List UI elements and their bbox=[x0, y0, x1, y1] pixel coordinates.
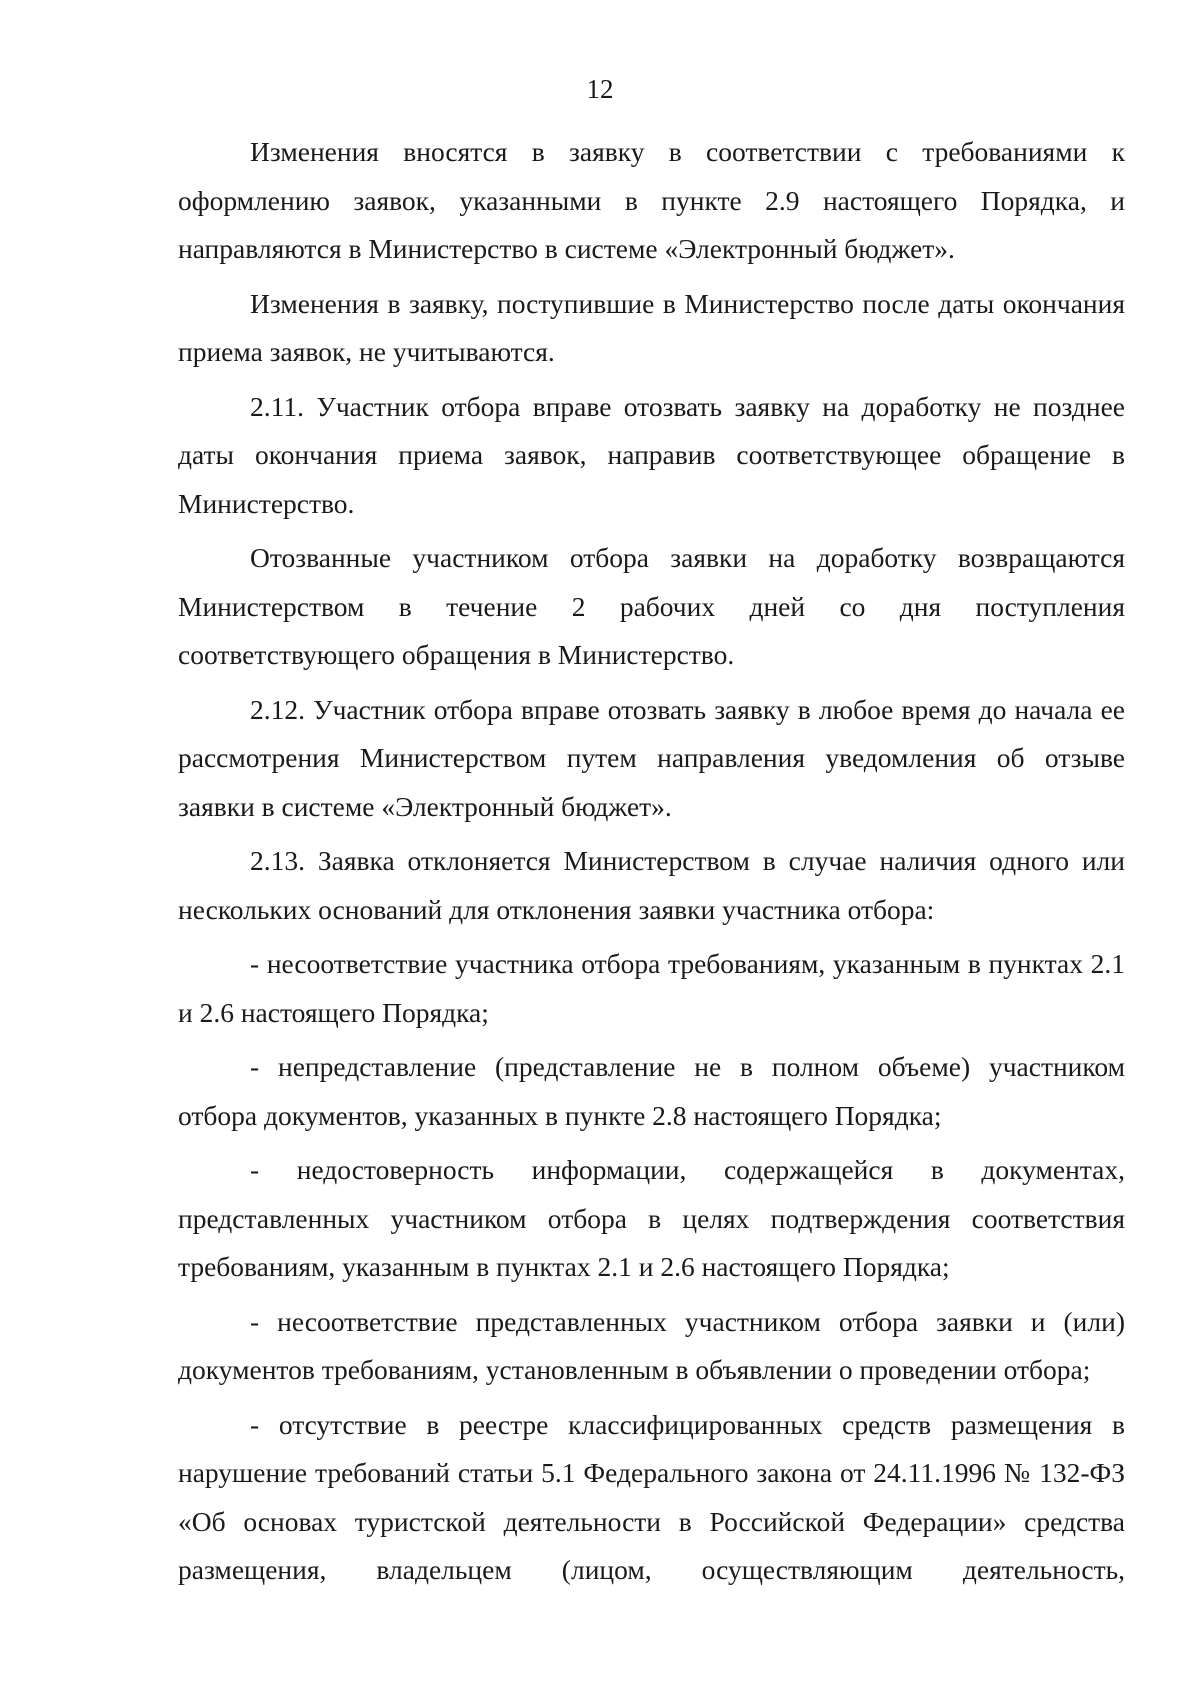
list-item-unreliable-info: - недостоверность информации, содержащейся в документах, представленных участником отбора в целях подтверждения соответствия требованиям, указанным в пунктах 2.1 и 2.6 настоящего Порядка; bbox=[178, 1154, 1125, 1282]
list-item-noncompliance-participant: - несоответствие участника отбора требованиям, указанным в пунктах 2.1 и 2.6 настоящего Порядка; bbox=[178, 948, 1125, 1028]
paragraph-2-13: 2.13. Заявка отклоняется Министерством в случае наличия одного или нескольких оснований для отклонения заявки участника отбора: bbox=[178, 845, 1125, 925]
paragraph-changes-submission: Изменения вносятся в заявку в соответствии с требованиями к оформлению заявок, указанными в пункте 2.9 настоящего Порядка, и направляются в Министерство в системе «Электронный бюджет». bbox=[178, 136, 1125, 264]
list-item-noncompliance-documents: - несоответствие представленных участником отбора заявки и (или) документов требованиям, установленным в объявлении о проведении отбора; bbox=[178, 1305, 1125, 1385]
document-body bbox=[178, 128, 1125, 1595]
paragraph-2-11: 2.11. Участник отбора вправе отозвать заявку на доработку не позднее даты окончания приема заявок, направив соответствующее обращение в Министерство. bbox=[178, 390, 1125, 519]
list-item-nonsubmission: - непредставление (представление не в полном объеме) участником отбора документов, указанных в пункте 2.8 настоящего Порядка; bbox=[178, 1051, 1125, 1131]
list-item-registry-absence: - отсутствие в реестре классифицированных средств размещения в нарушение требований статьи 5.1 Федерального закона от 24.11.1996 № 132-ФЗ «Об основах туристской деятельности в Российской Федерации» средства размещения, владельцем (лицом, осуществляющим деятельность, bbox=[178, 1408, 1125, 1585]
page-number: 12 bbox=[586, 74, 614, 104]
paragraph-2-12: 2.12. Участник отбора вправе отозвать заявку в любое время до начала ее рассмотрения Министерством путем направления уведомления об отзыве заявки в системе «Электронный бюджет». bbox=[178, 693, 1125, 822]
paragraph-withdrawn-returned: Отозванные участником отбора заявки на доработку возвращаются Министерством в течение 2 рабочих дней со дня поступления соответствующего обращения в Министерство. bbox=[178, 542, 1125, 670]
paragraph-changes-late: Изменения в заявку, поступившие в Министерство после даты окончания приема заявок, не учитываются. bbox=[178, 287, 1125, 367]
